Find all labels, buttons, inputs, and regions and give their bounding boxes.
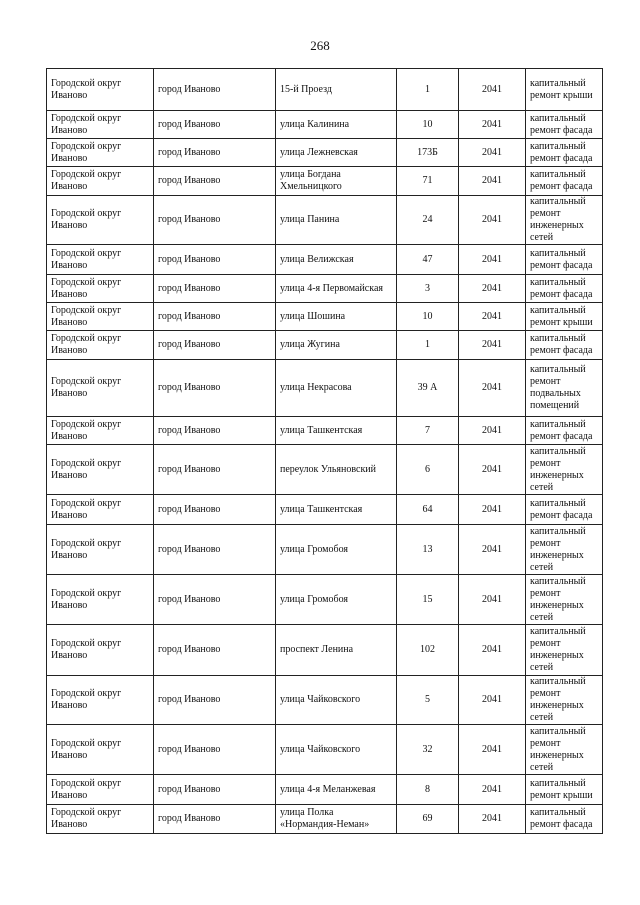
city-cell: город Иваново	[154, 417, 276, 445]
house-number-cell: 8	[397, 775, 459, 805]
house-number-cell: 64	[397, 495, 459, 525]
street-cell: улица Жугина	[276, 331, 397, 360]
house-number-cell: 3	[397, 275, 459, 303]
house-number-cell: 32	[397, 725, 459, 775]
city-cell: город Иваново	[154, 775, 276, 805]
work-type-cell: капитальный ремонт фасада	[526, 167, 603, 196]
house-number-cell: 71	[397, 167, 459, 196]
work-type-cell: капитальный ремонт крыши	[526, 303, 603, 331]
city-cell: город Иваново	[154, 495, 276, 525]
house-number-cell: 10	[397, 303, 459, 331]
table-row	[47, 525, 603, 575]
house-number-cell: 6	[397, 445, 459, 495]
street-cell: улица Панина	[276, 196, 397, 245]
street-cell: улица Велижская	[276, 245, 397, 275]
house-number-cell: 24	[397, 196, 459, 245]
page-number: 268	[310, 38, 330, 53]
house-number-cell: 47	[397, 245, 459, 275]
street-cell: улица Чайковского	[276, 676, 397, 725]
district-cell: Городской округ Иваново	[47, 725, 154, 775]
city-cell: город Иваново	[154, 725, 276, 775]
table-row	[47, 196, 603, 245]
work-type-cell: капитальный ремонт крыши	[526, 69, 603, 111]
house-number-cell: 173Б	[397, 139, 459, 167]
work-type-cell: капитальный ремонт фасада	[526, 275, 603, 303]
table-row	[47, 805, 603, 834]
city-cell: город Иваново	[154, 245, 276, 275]
street-cell: улица 4-я Меланжевая	[276, 775, 397, 805]
street-cell: улица Шошина	[276, 303, 397, 331]
table-row	[47, 245, 603, 275]
year-cell: 2041	[459, 303, 526, 331]
work-type-cell: капитальный ремонт фасада	[526, 417, 603, 445]
house-number-cell: 13	[397, 525, 459, 575]
table-row	[47, 575, 603, 625]
table-row	[47, 331, 603, 360]
year-cell: 2041	[459, 196, 526, 245]
table-row	[47, 303, 603, 331]
table-row	[47, 139, 603, 167]
street-cell: улица Ташкентская	[276, 417, 397, 445]
city-cell: город Иваново	[154, 676, 276, 725]
year-cell: 2041	[459, 575, 526, 625]
street-cell: улица Громобоя	[276, 525, 397, 575]
work-type-cell: капитальный ремонт фасада	[526, 245, 603, 275]
year-cell: 2041	[459, 360, 526, 417]
year-cell: 2041	[459, 445, 526, 495]
work-type-cell: капитальный ремонт инженерных сетей	[526, 676, 603, 725]
work-type-cell: капитальный ремонт фасада	[526, 331, 603, 360]
year-cell: 2041	[459, 331, 526, 360]
street-cell: улица Чайковского	[276, 725, 397, 775]
district-cell: Городской округ Иваново	[47, 245, 154, 275]
year-cell: 2041	[459, 725, 526, 775]
work-type-cell: капитальный ремонт фасада	[526, 495, 603, 525]
work-type-cell: капитальный ремонт инженерных сетей	[526, 196, 603, 245]
year-cell: 2041	[459, 167, 526, 196]
year-cell: 2041	[459, 805, 526, 834]
house-number-cell: 39 А	[397, 360, 459, 417]
city-cell: город Иваново	[154, 625, 276, 676]
work-type-cell: капитальный ремонт фасада	[526, 139, 603, 167]
year-cell: 2041	[459, 775, 526, 805]
table-row	[47, 725, 603, 775]
district-cell: Городской округ Иваново	[47, 111, 154, 139]
year-cell: 2041	[459, 495, 526, 525]
city-cell: город Иваново	[154, 525, 276, 575]
year-cell: 2041	[459, 69, 526, 111]
city-cell: город Иваново	[154, 303, 276, 331]
table-row	[47, 445, 603, 495]
table-row	[47, 111, 603, 139]
street-cell: улица Калинина	[276, 111, 397, 139]
year-cell: 2041	[459, 525, 526, 575]
district-cell: Городской округ Иваново	[47, 525, 154, 575]
work-type-cell: капитальный ремонт инженерных сетей	[526, 725, 603, 775]
table-row	[47, 417, 603, 445]
street-cell: улица Полка «Нормандия-Неман»	[276, 805, 397, 834]
district-cell: Городской округ Иваново	[47, 69, 154, 111]
year-cell: 2041	[459, 676, 526, 725]
house-number-cell: 10	[397, 111, 459, 139]
street-cell: улица Некрасова	[276, 360, 397, 417]
work-type-cell: капитальный ремонт подвальных помещений	[526, 360, 603, 417]
district-cell: Городской округ Иваново	[47, 303, 154, 331]
district-cell: Городской округ Иваново	[47, 575, 154, 625]
year-cell: 2041	[459, 111, 526, 139]
city-cell: город Иваново	[154, 167, 276, 196]
table-row	[47, 775, 603, 805]
house-number-cell: 69	[397, 805, 459, 834]
city-cell: город Иваново	[154, 275, 276, 303]
year-cell: 2041	[459, 245, 526, 275]
district-cell: Городской округ Иваново	[47, 139, 154, 167]
work-type-cell: капитальный ремонт инженерных сетей	[526, 525, 603, 575]
city-cell: город Иваново	[154, 360, 276, 417]
work-type-cell: капитальный ремонт фасада	[526, 805, 603, 834]
street-cell: улица Богдана Хмельницкого	[276, 167, 397, 196]
house-number-cell: 7	[397, 417, 459, 445]
work-type-cell: капитальный ремонт инженерных сетей	[526, 575, 603, 625]
house-number-cell: 102	[397, 625, 459, 676]
year-cell: 2041	[459, 139, 526, 167]
table-row	[47, 360, 603, 417]
work-type-cell: капитальный ремонт инженерных сетей	[526, 625, 603, 676]
city-cell: город Иваново	[154, 196, 276, 245]
city-cell: город Иваново	[154, 805, 276, 834]
house-number-cell: 1	[397, 331, 459, 360]
district-cell: Городской округ Иваново	[47, 775, 154, 805]
work-type-cell: капитальный ремонт инженерных сетей	[526, 445, 603, 495]
house-number-cell: 1	[397, 69, 459, 111]
district-cell: Городской округ Иваново	[47, 625, 154, 676]
work-type-cell: капитальный ремонт фасада	[526, 111, 603, 139]
city-cell: город Иваново	[154, 331, 276, 360]
year-cell: 2041	[459, 625, 526, 676]
city-cell: город Иваново	[154, 111, 276, 139]
table-row	[47, 676, 603, 725]
district-cell: Городской округ Иваново	[47, 417, 154, 445]
table-row	[47, 625, 603, 676]
district-cell: Городской округ Иваново	[47, 360, 154, 417]
district-cell: Городской округ Иваново	[47, 196, 154, 245]
table-row	[47, 495, 603, 525]
street-cell: переулок Ульяновский	[276, 445, 397, 495]
street-cell: проспект Ленина	[276, 625, 397, 676]
street-cell: улица 4-я Первомайская	[276, 275, 397, 303]
district-cell: Городской округ Иваново	[47, 167, 154, 196]
city-cell: город Иваново	[154, 575, 276, 625]
district-cell: Городской округ Иваново	[47, 676, 154, 725]
year-cell: 2041	[459, 417, 526, 445]
district-cell: Городской округ Иваново	[47, 805, 154, 834]
repair-schedule-table	[46, 68, 603, 834]
street-cell: улица Громобоя	[276, 575, 397, 625]
city-cell: город Иваново	[154, 69, 276, 111]
table-row	[47, 167, 603, 196]
city-cell: город Иваново	[154, 139, 276, 167]
street-cell: улица Ташкентская	[276, 495, 397, 525]
house-number-cell: 5	[397, 676, 459, 725]
table-row	[47, 69, 603, 111]
work-type-cell: капитальный ремонт крыши	[526, 775, 603, 805]
street-cell: 15-й Проезд	[276, 69, 397, 111]
street-cell: улица Лежневская	[276, 139, 397, 167]
district-cell: Городской округ Иваново	[47, 445, 154, 495]
table-row	[47, 275, 603, 303]
city-cell: город Иваново	[154, 445, 276, 495]
district-cell: Городской округ Иваново	[47, 495, 154, 525]
house-number-cell: 15	[397, 575, 459, 625]
year-cell: 2041	[459, 275, 526, 303]
district-cell: Городской округ Иваново	[47, 275, 154, 303]
district-cell: Городской округ Иваново	[47, 331, 154, 360]
